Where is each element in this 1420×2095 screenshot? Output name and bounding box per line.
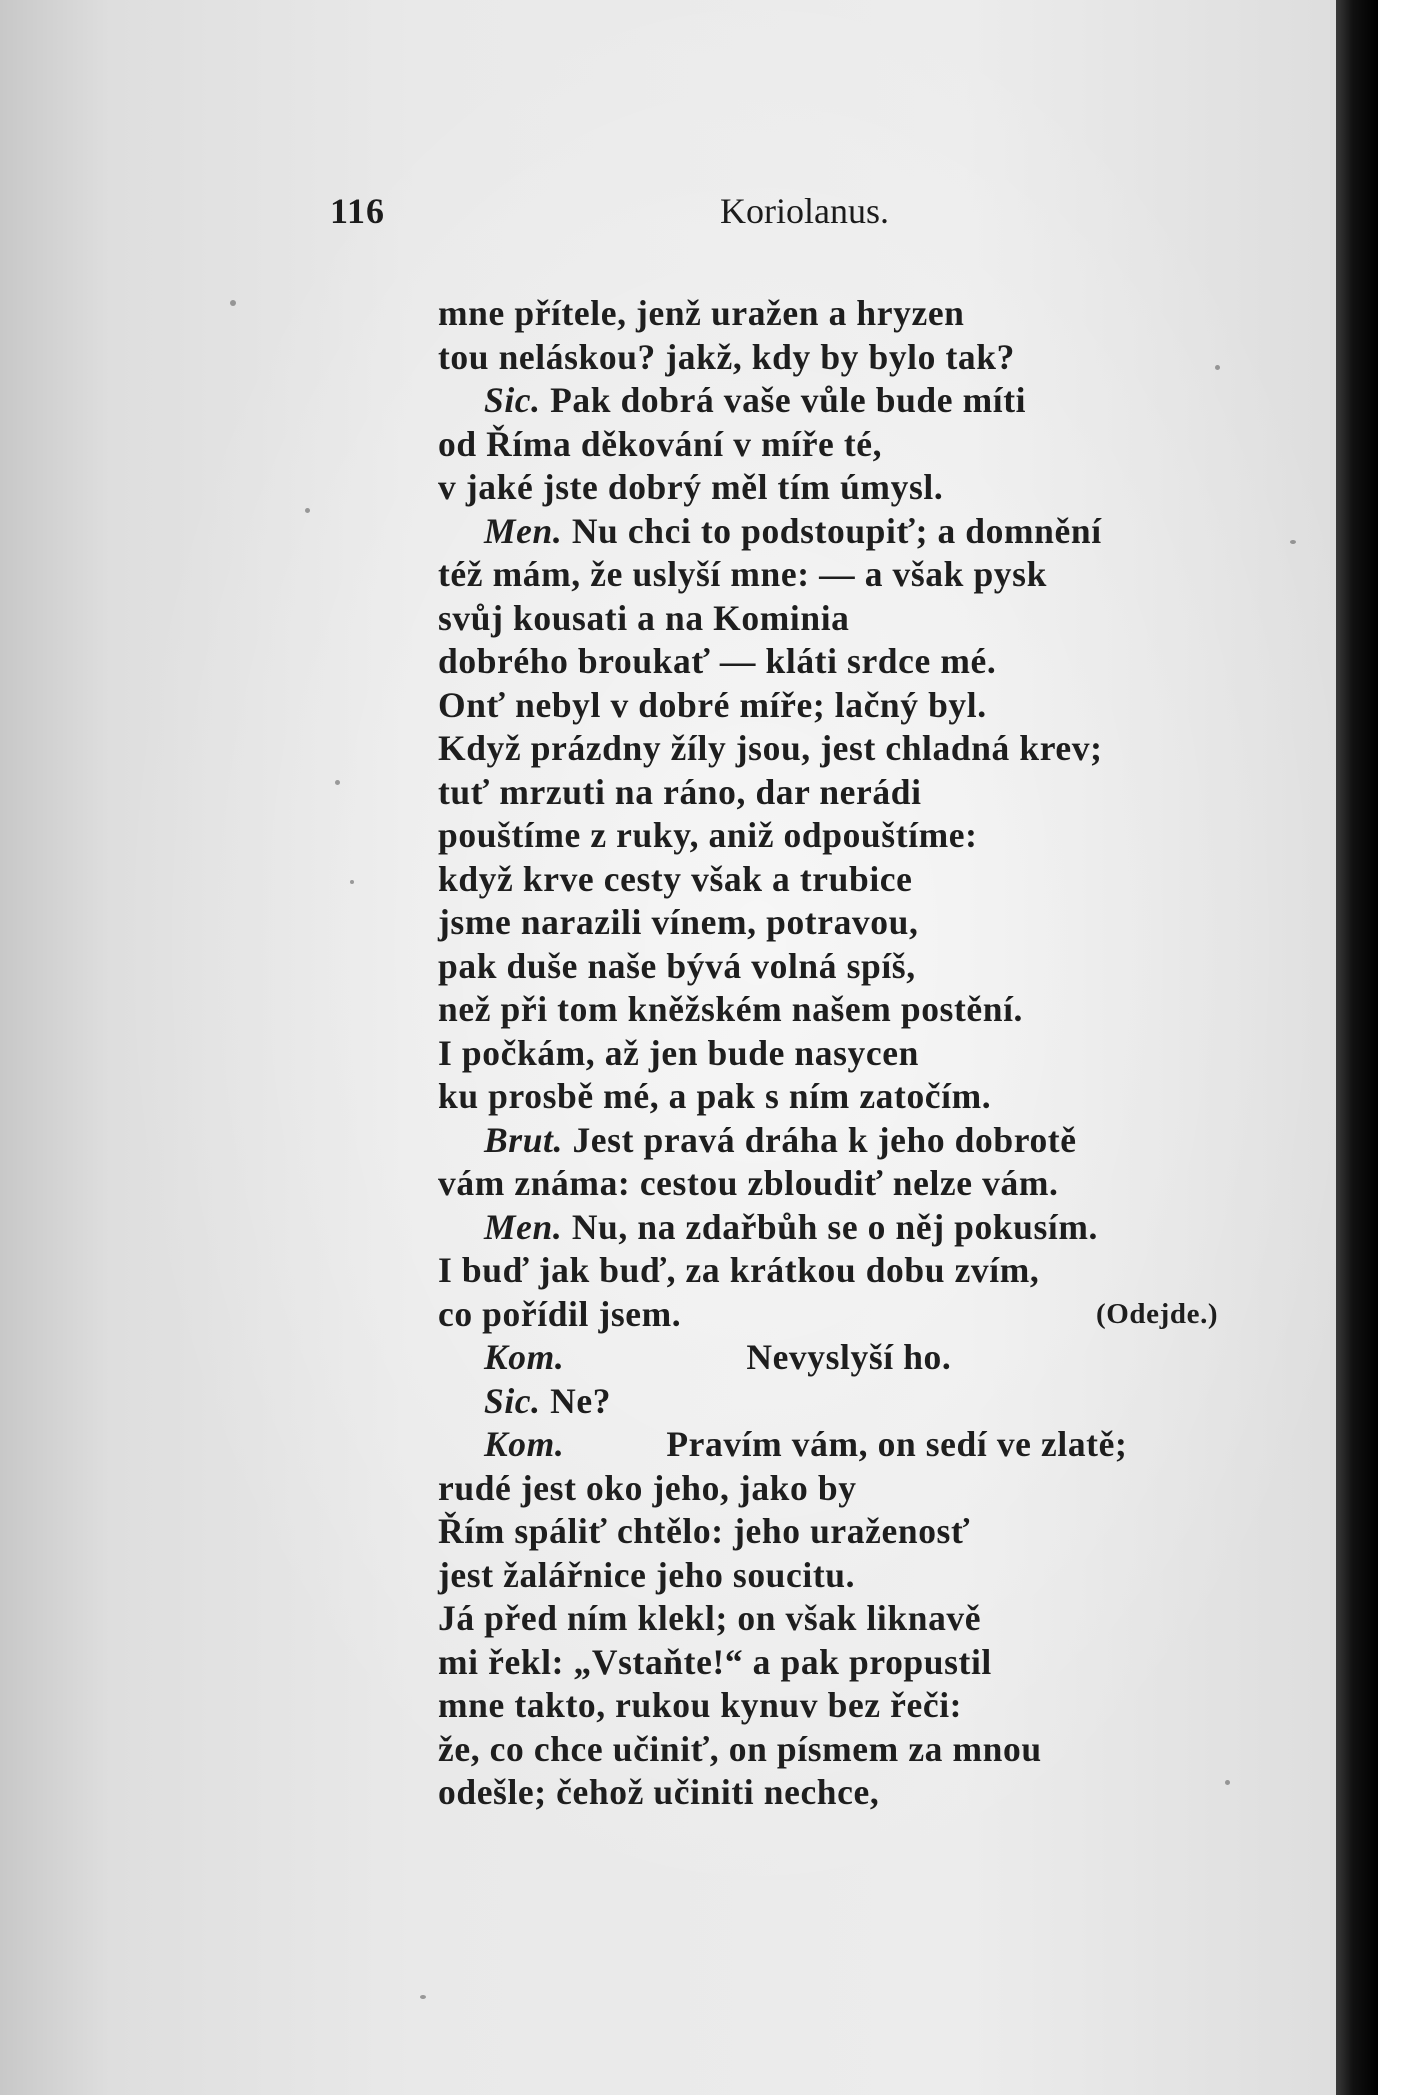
verse-line xyxy=(438,684,1258,728)
speaker-name: Sic. xyxy=(484,380,541,420)
verse-line xyxy=(438,1032,1258,1076)
line-text: I buď jak buď, za krátkou dobu zvím, xyxy=(438,1250,1040,1290)
speech-line xyxy=(438,379,1258,423)
line-text: pak duše naše bývá volná spíš, xyxy=(438,945,916,986)
line-text: Já před ním klekl; on však liknavě xyxy=(438,1598,982,1638)
verse-line xyxy=(438,814,1258,858)
line-text: též mám, že uslyší mne: — a však pysk xyxy=(438,554,1047,594)
verse-line xyxy=(438,858,1258,902)
speck xyxy=(420,1995,426,1999)
line-text: když krve cesty však a trubice xyxy=(438,858,913,899)
running-title: Koriolanus. xyxy=(720,191,889,231)
verse-line xyxy=(438,292,1258,336)
speaker-name: Sic. xyxy=(484,1380,541,1421)
speck xyxy=(335,780,340,785)
verse-line xyxy=(438,423,1258,467)
verse-line xyxy=(438,1293,1258,1337)
verse-line xyxy=(438,945,1258,989)
line-text: pouštíme z ruky, aniž odpouštíme: xyxy=(438,815,978,855)
verse-line xyxy=(438,988,1258,1032)
verse-line xyxy=(438,597,1258,641)
verse-line xyxy=(438,1249,1258,1293)
verse-line xyxy=(438,1684,1258,1728)
page-header xyxy=(0,190,1378,240)
line-text: odešle; čehož učiniti nechce, xyxy=(438,1772,880,1812)
verse-line xyxy=(438,1597,1258,1641)
line-text: jest žalářnice jeho soucitu. xyxy=(438,1554,856,1595)
verse-line xyxy=(438,901,1258,945)
verse-line xyxy=(438,553,1258,597)
line-text: rudé jest oko jeho, jako by xyxy=(438,1467,857,1508)
verse-line xyxy=(438,1771,1258,1815)
speck xyxy=(305,508,310,513)
verse-line xyxy=(438,336,1258,380)
speaker-name: Brut. xyxy=(484,1119,563,1160)
speech-line xyxy=(438,1380,1258,1424)
line-text: Nevyslyší ho. xyxy=(746,1337,952,1377)
line-text: že, co chce učiniť, on písmem za mnou xyxy=(438,1728,1042,1769)
speech-line xyxy=(438,1423,1258,1467)
verse-line xyxy=(438,1728,1258,1772)
verse-line xyxy=(438,1162,1258,1206)
speck xyxy=(1215,365,1220,370)
line-text: mne takto, rukou kynuv bez řeči: xyxy=(438,1685,963,1725)
line-text: Nu chci to podstoupiť; a domnění xyxy=(562,510,1102,551)
play-text xyxy=(438,292,1258,1815)
speaker-name: Kom. xyxy=(484,1337,565,1377)
line-text: Nu, na zdařbůh se o něj pokusím. xyxy=(562,1206,1099,1247)
verse-line xyxy=(438,1641,1258,1685)
line-text: ku prosbě mé, a pak s ním zatočím. xyxy=(438,1076,992,1116)
line-text: svůj kousati a na Kominia xyxy=(438,597,850,638)
verse-line xyxy=(438,1510,1258,1554)
line-text: vám známa: cestou zbloudiť nelze vám. xyxy=(438,1163,1059,1203)
line-text: mne přítele, jenž uražen a hryzen xyxy=(438,293,965,333)
line-text: co pořídil jsem. xyxy=(438,1293,682,1334)
speech-line xyxy=(438,1206,1258,1250)
speaker-name: Men. xyxy=(484,1206,563,1247)
speaker-name: Men. xyxy=(484,510,563,551)
line-text: Řím spáliť chtělo: jeho uraženosť xyxy=(438,1511,971,1551)
stage-direction: (Odejde.) xyxy=(1096,1297,1219,1330)
line-text: Pak dobrá vaše vůle bude míti xyxy=(540,380,1027,420)
verse-line xyxy=(438,1467,1258,1511)
line-text: mi řekl: „Vstaňte!“ a pak propustil xyxy=(438,1641,992,1682)
line-text: I počkám, až jen bude nasycen xyxy=(438,1032,919,1073)
verse-line xyxy=(438,727,1258,771)
line-text: Onť nebyl v dobré míře; lačný byl. xyxy=(438,684,987,725)
verse-line xyxy=(438,466,1258,510)
speech-line xyxy=(438,510,1258,554)
verse-line xyxy=(438,1554,1258,1598)
speck xyxy=(230,300,236,306)
line-text: jsme narazili vínem, potravou, xyxy=(438,902,919,942)
line-text: dobrého broukať — kláti srdce mé. xyxy=(438,641,997,681)
speech-line xyxy=(438,1336,1258,1380)
line-text: než při tom kněžském našem postění. xyxy=(438,989,1024,1029)
speech-line xyxy=(438,1119,1258,1163)
line-text: tuť mrzuti na ráno, dar nerádi xyxy=(438,771,922,812)
line-text: tou neláskou? jakž, kdy by bylo tak? xyxy=(438,336,1015,377)
speck xyxy=(1290,540,1296,544)
line-text: Když prázdny žíly jsou, jest chladná krev; xyxy=(438,728,1103,768)
line-text: od Říma děkování v míře té, xyxy=(438,423,883,464)
verse-line xyxy=(438,1075,1258,1119)
verse-line xyxy=(438,771,1258,815)
line-text: Ne? xyxy=(540,1380,612,1421)
page-edge-shadow xyxy=(1336,0,1378,2095)
line-text: v jaké jste dobrý měl tím úmysl. xyxy=(438,467,944,507)
line-text: Pravím vám, on sedí ve zlatě; xyxy=(666,1424,1128,1464)
speaker-name: Kom. xyxy=(484,1424,565,1464)
page-number: 116 xyxy=(330,191,386,231)
speck xyxy=(1225,1780,1230,1785)
speck xyxy=(350,880,354,884)
verse-line xyxy=(438,640,1258,684)
line-text: Jest pravá dráha k jeho dobrotě xyxy=(562,1119,1077,1160)
